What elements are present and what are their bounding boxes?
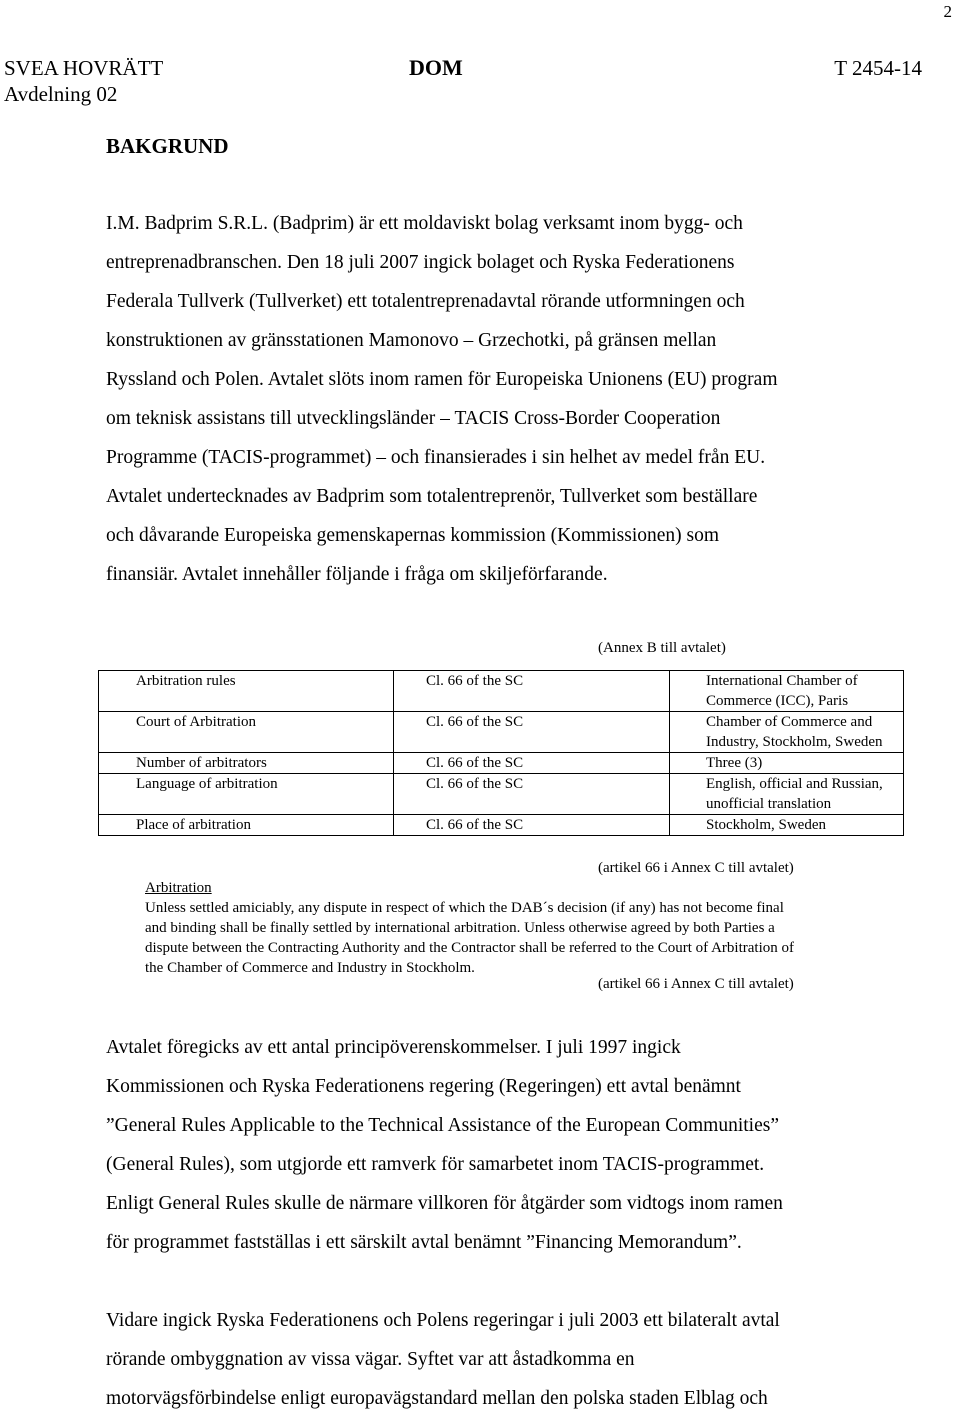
section-heading: BAKGRUND (106, 134, 229, 158)
table-row (99, 671, 904, 712)
arbitration-table (98, 670, 904, 836)
cell-line: unofficial translation (706, 796, 832, 812)
table-cell-label: Language of arbitration (99, 774, 394, 815)
paragraph-line: Federala Tullverk (Tullverket) ett totalentreprenadavtal rörande utformningen och (106, 291, 745, 312)
cell-line: Three (3) (706, 755, 763, 771)
annex-b-note: (Annex B till avtalet) (598, 640, 726, 656)
cell-line: Commerce (ICC), Paris (706, 693, 849, 709)
table-cell-clause: Cl. 66 of the SC (394, 774, 670, 815)
table-cell-value (670, 774, 904, 815)
table-cell-clause: Cl. 66 of the SC (394, 671, 670, 712)
table-row (99, 753, 904, 774)
cell-line: International Chamber of (706, 673, 858, 689)
paragraph-line: Enligt General Rules skulle de närmare villkoren för åtgärder som vidtogs inom ramen (106, 1193, 783, 1214)
page-number: 2 (943, 2, 952, 21)
paragraph-bilateral (106, 1301, 906, 1418)
paragraph-line: konstruktionen av gränsstationen Mamonovo – Grzechotki, på gränsen mellan (106, 330, 717, 351)
cell-line: Chamber of Commerce and (706, 714, 873, 730)
table-cell-clause: Cl. 66 of the SC (394, 712, 670, 753)
cell-line: Stockholm, Sweden (706, 817, 826, 833)
paragraph-line: finansiär. Avtalet innehåller följande i fråga om skiljeförfarande. (106, 564, 608, 585)
paragraph-line: för programmet fastställas i ett särskilt avtal benämnt ”Financing Memorandum”. (106, 1232, 742, 1253)
case-number: T 2454-14 (834, 56, 922, 80)
table-cell-value (670, 815, 904, 836)
paragraph-line: Kommissionen och Ryska Federationens regering (Regeringen) ett avtal benämnt (106, 1076, 741, 1097)
quote-line: Unless settled amiciably, any dispute in respect of which the DAB´s decision (if any) has not become final (145, 900, 784, 916)
paragraph-line: om teknisk assistans till utvecklingsländer – TACIS Cross-Border Cooperation (106, 408, 721, 429)
table-row (99, 712, 904, 753)
paragraph-line: motorvägsförbindelse enligt europavägstandard mellan den polska staden Elblag och (106, 1388, 768, 1409)
paragraph-line: I.M. Badprim S.R.L. (Badprim) är ett moldaviskt bolag verksamt inom bygg- och (106, 213, 743, 234)
table-cell-clause: Cl. 66 of the SC (394, 753, 670, 774)
paragraph-line: Programme (TACIS-programmet) – och finansierades i sin helhet av medel från EU. (106, 447, 766, 468)
quote-title: Arbitration (145, 880, 212, 896)
paragraph-line: Avtalet undertecknades av Badprim som totalentreprenör, Tullverket som beställare (106, 486, 758, 507)
table-cell-label: Number of arbitrators (99, 753, 394, 774)
table-cell-label: Arbitration rules (99, 671, 394, 712)
table-cell-label: Place of arbitration (99, 815, 394, 836)
table-cell-label: Court of Arbitration (99, 712, 394, 753)
annex-c-note: (artikel 66 i Annex C till avtalet) (598, 860, 794, 876)
table-cell-value (670, 671, 904, 712)
quote-line: dispute between the Contracting Authority and the Contractor shall be referred to the Court of Arbitration of (145, 940, 794, 956)
court-division: Avdelning 02 (4, 82, 118, 106)
paragraph-line: (General Rules), som utgjorde ett ramverk för samarbetet inom TACIS-programmet. (106, 1154, 765, 1175)
arbitration-quote (145, 878, 890, 978)
table-cell-value (670, 712, 904, 753)
paragraph-line: entreprenadbranschen. Den 18 juli 2007 ingick bolaget och Ryska Federationens (106, 252, 735, 273)
annex-c-note-end: (artikel 66 i Annex C till avtalet) (598, 976, 794, 992)
paragraph-line: rörande ombyggnation av vissa vägar. Syftet var att åstadkomma en (106, 1349, 635, 1370)
cell-line: English, official and Russian, (706, 776, 883, 792)
paragraph-line: Avtalet föregicks av ett antal principöverenskommelser. I juli 1997 ingick (106, 1037, 681, 1058)
paragraph-line: Ryssland och Polen. Avtalet slöts inom ramen för Europeiska Unionens (EU) program (106, 369, 778, 390)
quote-line: the Chamber of Commerce and Industry in Stockholm. (145, 960, 475, 976)
table-row (99, 815, 904, 836)
paragraph-line: ”General Rules Applicable to the Technical Assistance of the European Communities” (106, 1115, 779, 1136)
document-type: DOM (409, 55, 463, 80)
paragraph-line: och dåvarande Europeiska gemenskapernas kommission (Kommissionen) som (106, 525, 720, 546)
table-row (99, 774, 904, 815)
cell-line: Industry, Stockholm, Sweden (706, 734, 883, 750)
paragraph-background (106, 204, 906, 594)
paragraph-line: Vidare ingick Ryska Federationens och Polens regeringar i juli 2003 ett bilateralt avtal (106, 1310, 780, 1331)
court-name: SVEA HOVRÄTT (4, 56, 164, 80)
quote-line: and binding shall be finally settled by international arbitration. Unless otherwise agreed by both Parties a (145, 920, 775, 936)
table-cell-value (670, 753, 904, 774)
paragraph-agreements (106, 1028, 906, 1262)
table-cell-clause: Cl. 66 of the SC (394, 815, 670, 836)
